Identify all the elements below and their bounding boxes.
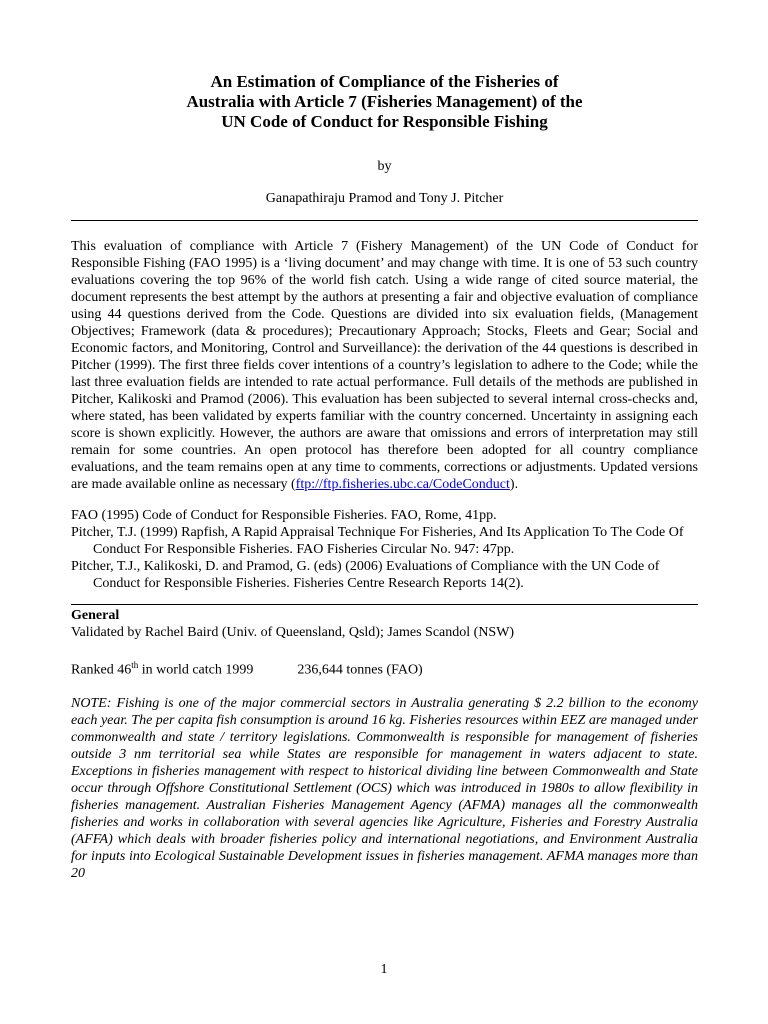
ranked-suffix: in world catch 1999 — [138, 662, 254, 678]
by-label: by — [377, 159, 392, 174]
ftp-link[interactable]: ftp://ftp.fisheries.ubc.ca/CodeConduct — [295, 477, 510, 492]
authors: Ganapathiraju Pramod and Tony J. Pitcher — [265, 191, 504, 206]
reference-item: Pitcher, T.J., Kalikoski, D. and Pramod, G. (eds) (2006) Evaluations of Compliance with the UN Code of Conduct for Responsible Fisheries. Fisheries Centre Research Reports 14(2). — [71, 559, 660, 591]
reference-item: Pitcher, T.J. (1999) Rapfish, A Rapid Appraisal Technique For Fisheries, And Its Application To The Code Of Conduct For Responsible Fisheries. FAO Fisheries Circular No. 947: 47pp. — [71, 525, 684, 557]
page-number: 1 — [380, 962, 388, 977]
reference-item: FAO (1995) Code of Conduct for Responsible Fisheries. FAO, Rome, 41pp. — [71, 508, 497, 523]
general-heading: General — [71, 608, 120, 623]
intro-text: This evaluation of compliance with Article 7 (Fishery Management) of the UN Code of Conduct for Responsible Fishing (FAO 1995) is a ‘living document’ and may change with time. It is one of 53 such country evaluations covering the top 96% of the world fish catch. Using a wide range of cited source material, the document represents the best attempt by the authors at presenting a fair and objective evaluation of compliance using 44 questions derived from the Code. Questions are divided into six evaluation fields, (Management Objectives; Framework (data & procedures); Precautionary Approach; Stocks, Fleets and Gear; Social and Economic factors, and Monitoring, Control and Surveillance): the derivation of the 44 questions is described in Pitcher (1999). The first three fields cover intentions of a country’s legislation to adhere to the Code; while the last three evaluation fields are intended to rate actual performance. Full details of the methods are published in Pitcher, Kalikoski and Pramod (2006). This evaluation has been subjected to several internal cross-checks and, where stated, has been validated by experts familiar with the country concerned. Uncertainty in assigning each score is shown explicitly. However, the authors are aware that omissions and errors of interpretation may still remain for some countries. An open protocol has therefore been adopted for all country compliance evaluations, and the team remains open at any time to comments, corrections or adjustments. Updated versions are made available online as necessary ( — [71, 239, 698, 492]
title-line-3: UN Code of Conduct for Responsible Fishing — [221, 112, 548, 131]
divider-general — [71, 604, 698, 605]
tonnes-value: 236,644 tonnes (FAO) — [297, 662, 423, 678]
ranked-suffix-sup: th — [131, 660, 139, 670]
ranked-line — [71, 657, 698, 679]
title-line-1: An Estimation of Compliance of the Fisheries of — [210, 72, 559, 91]
title-line-2: Australia with Article 7 (Fisheries Management) of the — [186, 92, 583, 111]
references-list — [71, 507, 698, 592]
validated-by: Validated by Rachel Baird (Univ. of Queensland, Qsld); James Scandol (NSW) — [71, 625, 515, 640]
ranked-prefix: Ranked 46 — [71, 662, 132, 678]
document-page — [71, 72, 698, 896]
intro-text-end: ). — [509, 477, 519, 492]
divider-top — [71, 220, 698, 221]
document-title — [71, 72, 698, 132]
note-paragraph: NOTE: Fishing is one of the major commercial sectors in Australia generating $ 2.2 billion to the economy each year. The per capita fish consumption is around 16 kg. Fisheries resources within EEZ are managed under commonwealth and state / territory legislations. Commonwealth is responsible for management of fisheries outside 3 nm territorial sea while States are responsible for management in waters adjacent to state. Exceptions in fisheries management with respect to historical dividing line between Commonwealth and State occur through Offshore Constitutional Settlement (OCS) which was introduced in 1980s to allow flexibility in fisheries management. Australian Fisheries Management Agency (AFMA) manages all the commonwealth fisheries and works in collaboration with several agencies like Agriculture, Fisheries and Forestry Australia (AFFA) which deals with broader fisheries policy and international negotiations, and Environment Australia for inputs into Ecological Sustainable Development issues in fisheries management. AFMA manages more than 20 — [71, 695, 698, 881]
intro-paragraph — [71, 238, 698, 493]
